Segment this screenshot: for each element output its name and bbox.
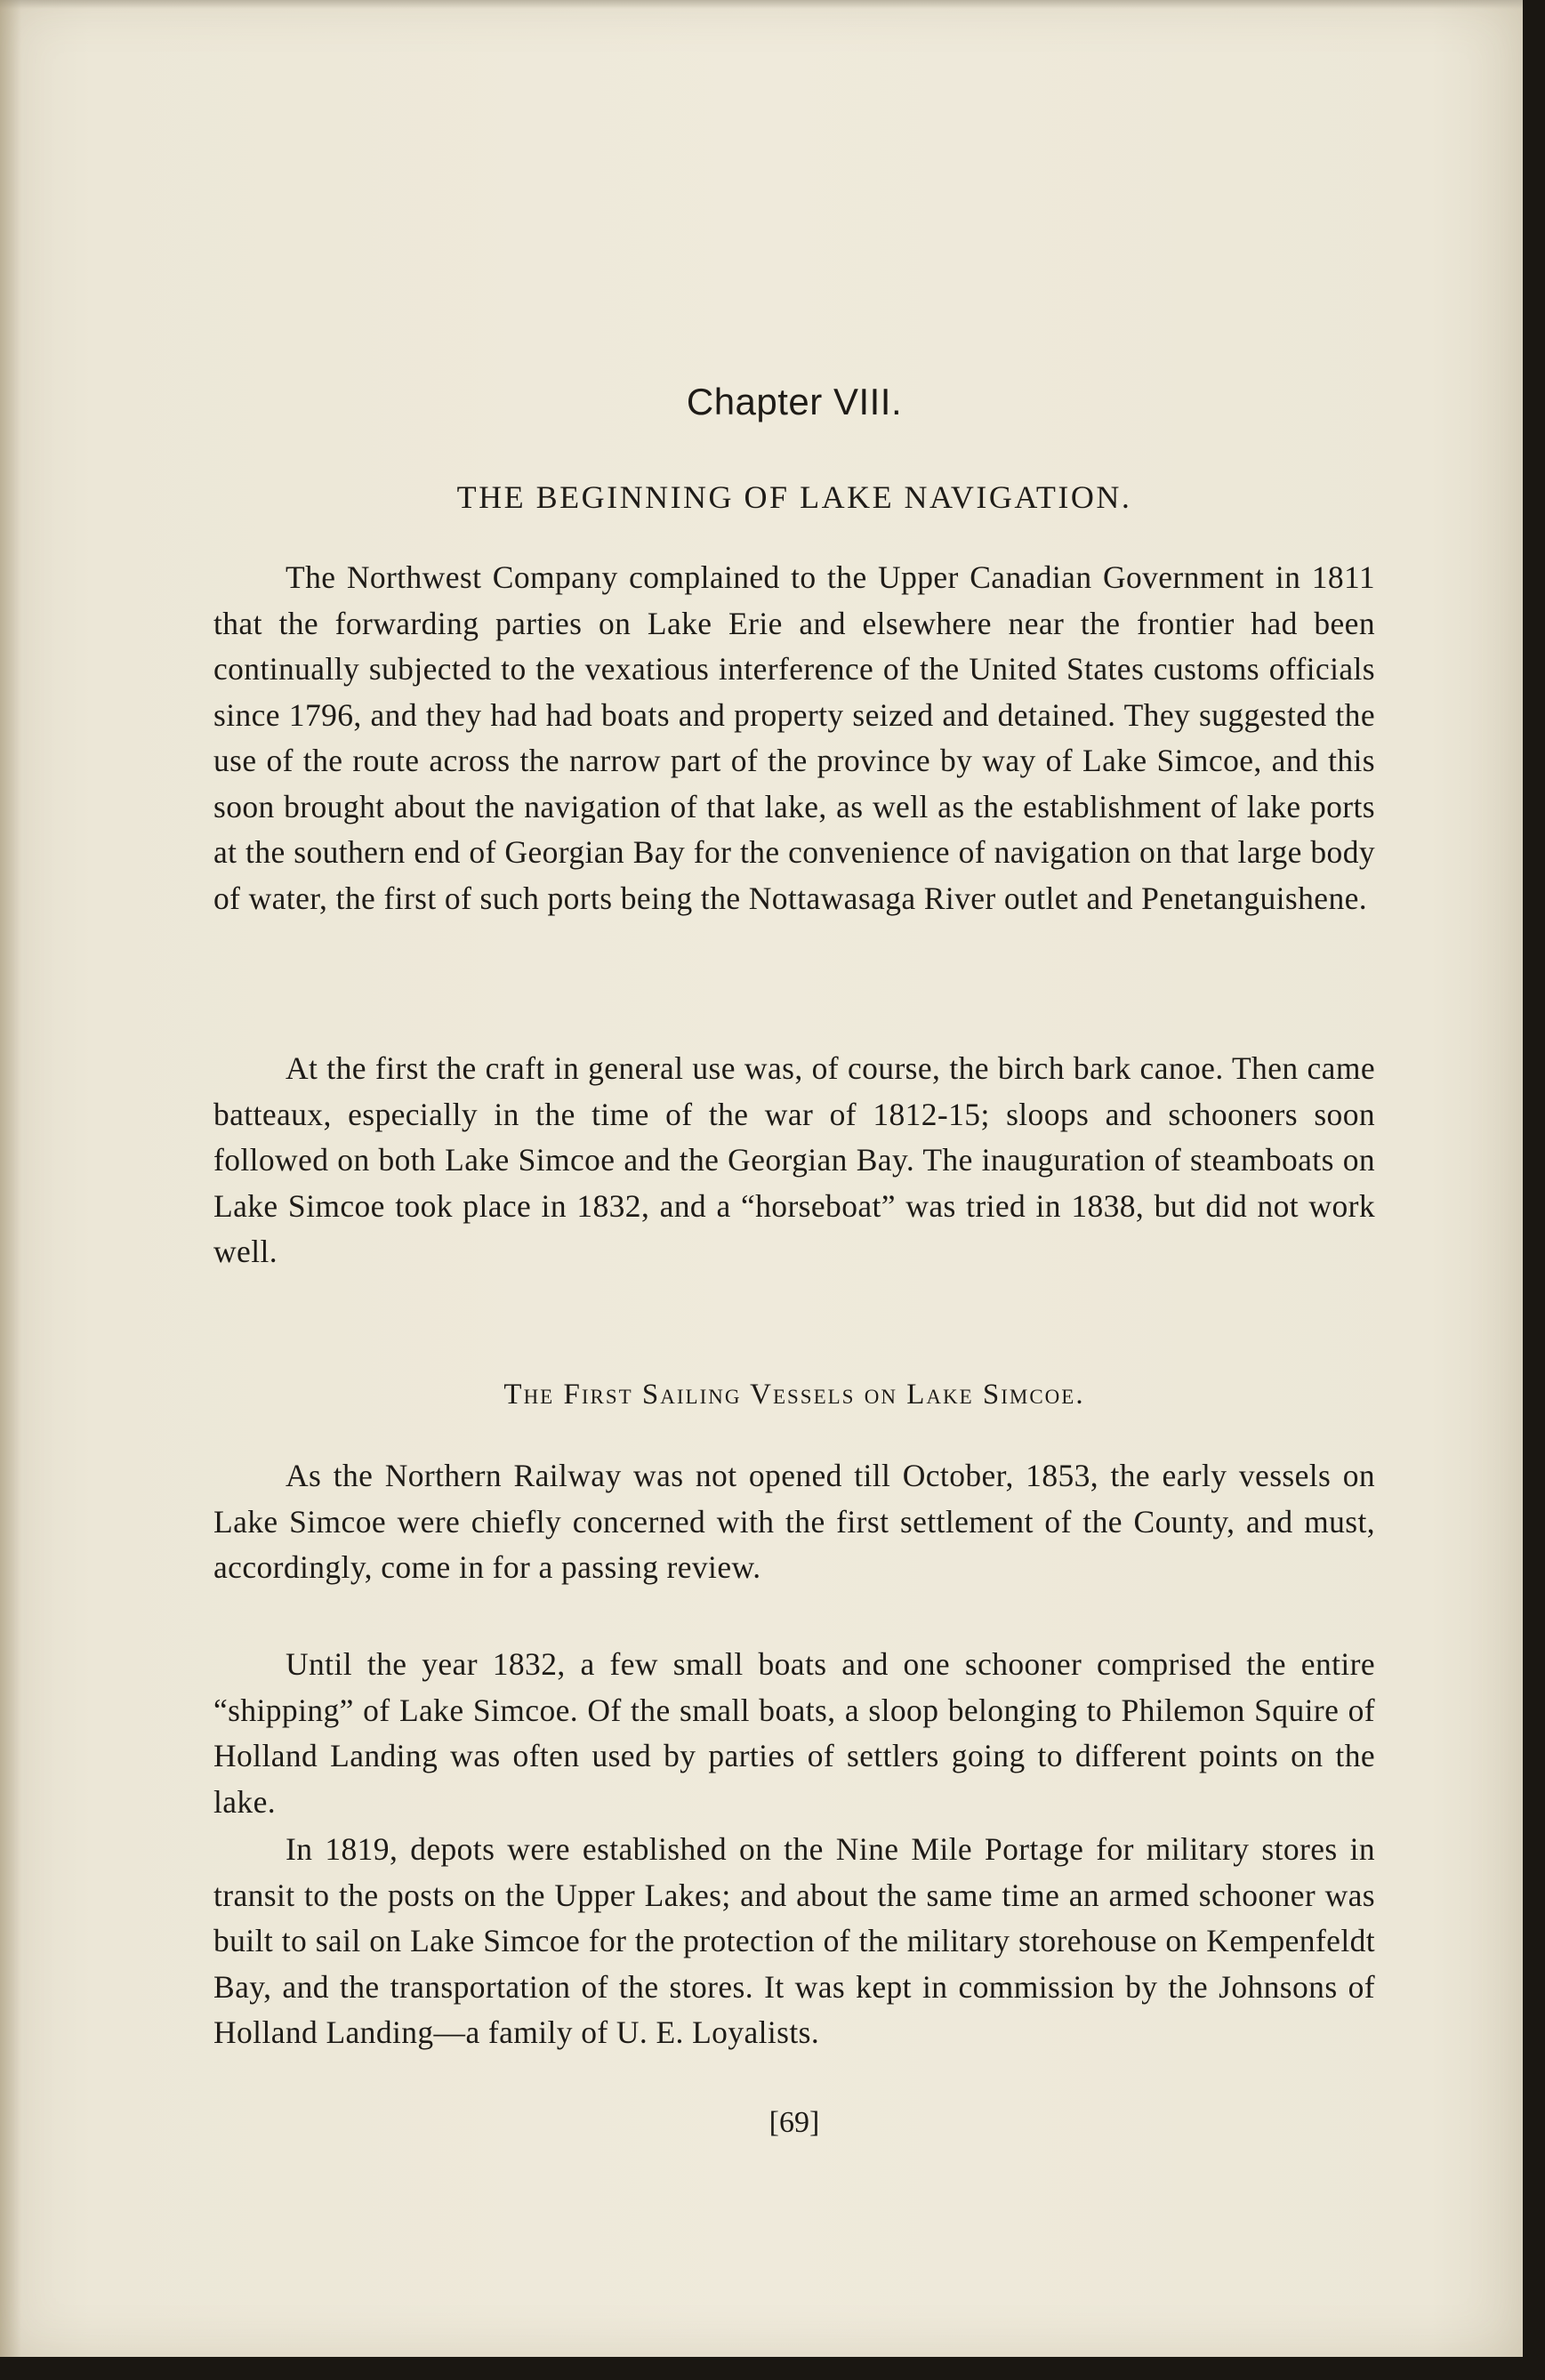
paragraph-early-craft: At the first the craft in general use was, of course, the birch bark canoe. Then came batteaux, especially in the time of the war of 1812-15; sloops and schooners soon followed on both Lake Simcoe and the Georgian Bay. The inauguration of steamboats on Lake Simcoe took place in 1832, and a “horseboat” was tried in 1838, but did not work well. [213,1050,1375,1269]
section-heading: THE BEGINNING OF LAKE NAVIGATION. [456,479,1132,515]
paragraph-shipping-1832: Until the year 1832, a few small boats and one schooner comprised the entire “shipping” of Lake Simcoe. Of the small boats, a sloop belonging to Philemon Squire of Holland Landing was often used by parties of settlers going to different points on the lake. [213,1646,1375,1820]
chapter-title: Chapter VIII. [686,381,903,422]
paragraph-northern-railway: As the Northern Railway was not opened till October, 1853, the early vessels on Lake Simcoe were chiefly concerned with the first settlement of the County, and must, accordingly, come in for a passing review. [213,1458,1375,1585]
subheading-first-sailing-vessels: The First Sailing Vessels on Lake Simcoe. [503,1379,1085,1411]
paragraph-northwest-company: The Northwest Company complained to the Upper Canadian Government in 1811 that the forwarding parties on Lake Erie and elsewhere near the frontier had been continually subjected to the vexatious interference of the United States customs officials since 1796, and they had had boats and property seized and detained. They suggested the use of the route across the narrow part of the province by way of Lake Simcoe, and this soon brought about the navigation of that lake, as well as the establishment of lake ports at the southern end of Georgian Bay for the convenience of navigation on that large body of water, the first of such ports being the Nottawasaga River outlet and Penetanguishene. [213,559,1375,916]
page-number: [69] [768,2106,820,2139]
gutter-shadow [0,0,21,2357]
paragraph-depots-1819: In 1819, depots were established on the Nine Mile Portage for military stores in transit to the posts on the Upper Lakes; and about the same time an armed schooner was built to sail on Lake Simcoe for the protection of the military storehouse on Kempenfeldt Bay, and the transportation of the stores. It was kept in commission by the Johnsons of Holland Landing—a family of U. E. Loyalists. [213,1831,1375,2050]
page-top-edge [0,0,1523,9]
